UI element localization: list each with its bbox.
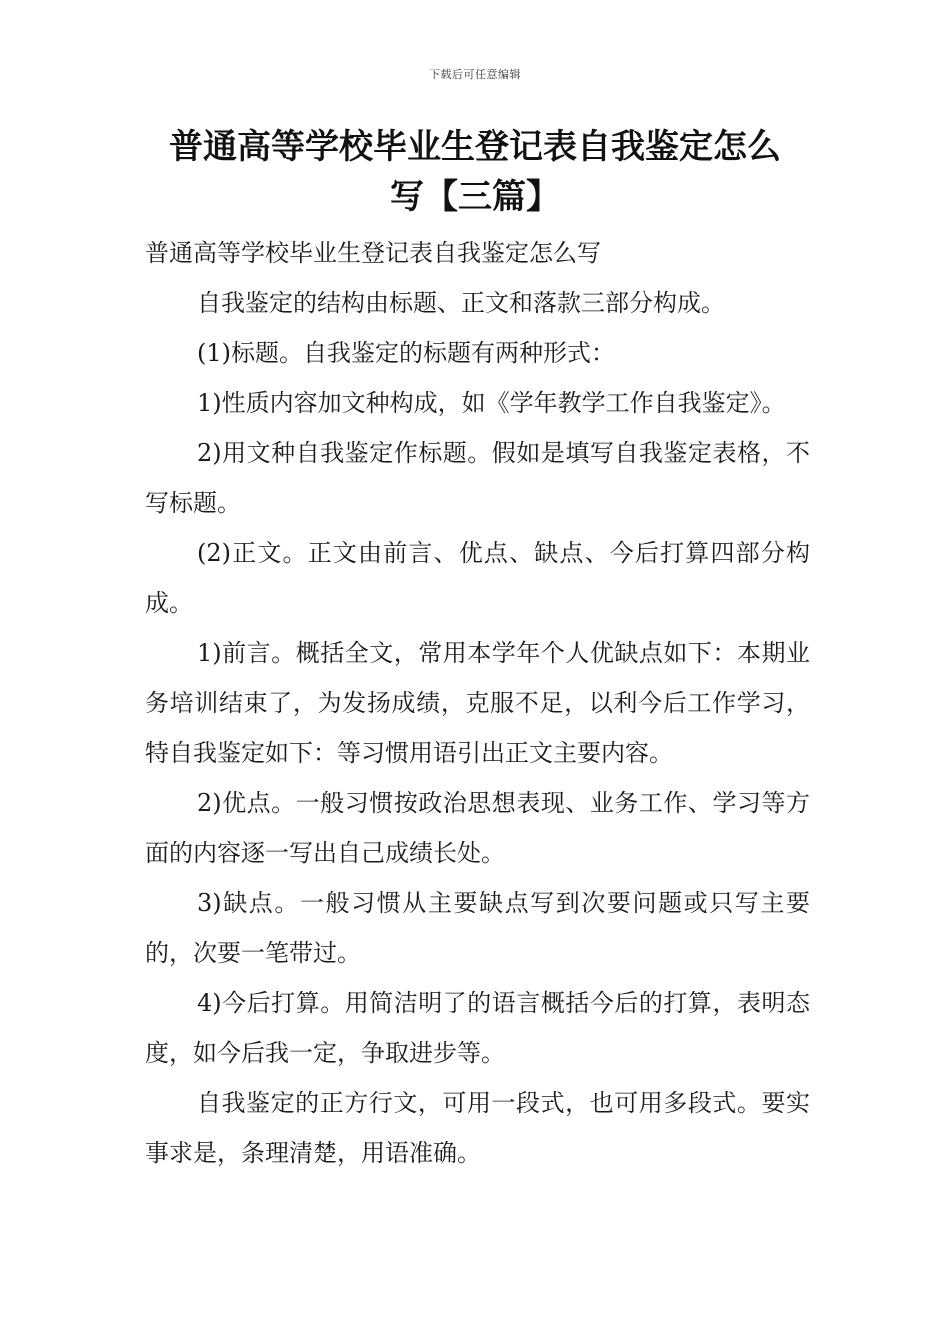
paragraph: 1)前言。概括全文，常用本学年个人优缺点如下：本期业务培训结束了，为发扬成绩，克服不足，以利今后工作学习，特自我鉴定如下：等习惯用语引出正文主要内容。: [145, 639, 810, 767]
paragraph: 3)缺点。一般习惯从主要缺点写到次要问题或只写主要的，次要一笔带过。: [145, 889, 810, 967]
paragraph: (1)标题。自我鉴定的标题有两种形式：: [197, 339, 615, 367]
paragraph: (2)正文。正文由前言、优点、缺点、今后打算四部分构成。: [145, 539, 810, 617]
document-title: [145, 122, 805, 222]
paragraph: 2)用文种自我鉴定作标题。假如是填写自我鉴定表格，不写标题。: [145, 439, 810, 517]
paragraph: 1)性质内容加文种构成，如《学年教学工作自我鉴定》。: [197, 389, 786, 417]
title-line-2: 写【三篇】: [390, 177, 560, 217]
paragraph: 4)今后打算。用简洁明了的语言概括今后的打算，表明态度，如今后我一定，争取进步等。: [145, 989, 810, 1067]
paragraph-subtitle: 普通高等学校毕业生登记表自我鉴定怎么写: [145, 239, 601, 267]
header-note: 下载后可任意编辑: [429, 68, 521, 81]
title-line-1: 普通高等学校毕业生登记表自我鉴定怎么: [169, 127, 781, 167]
paragraph: 自我鉴定的正方行文，可用一段式，也可用多段式。要实事求是，条理清楚，用语准确。: [145, 1089, 810, 1167]
paragraph: 自我鉴定的结构由标题、正文和落款三部分构成。: [197, 289, 725, 317]
paragraph: 2)优点。一般习惯按政治思想表现、业务工作、学习等方面的内容逐一写出自己成绩长处。: [145, 789, 810, 867]
document-body: [145, 228, 810, 1178]
